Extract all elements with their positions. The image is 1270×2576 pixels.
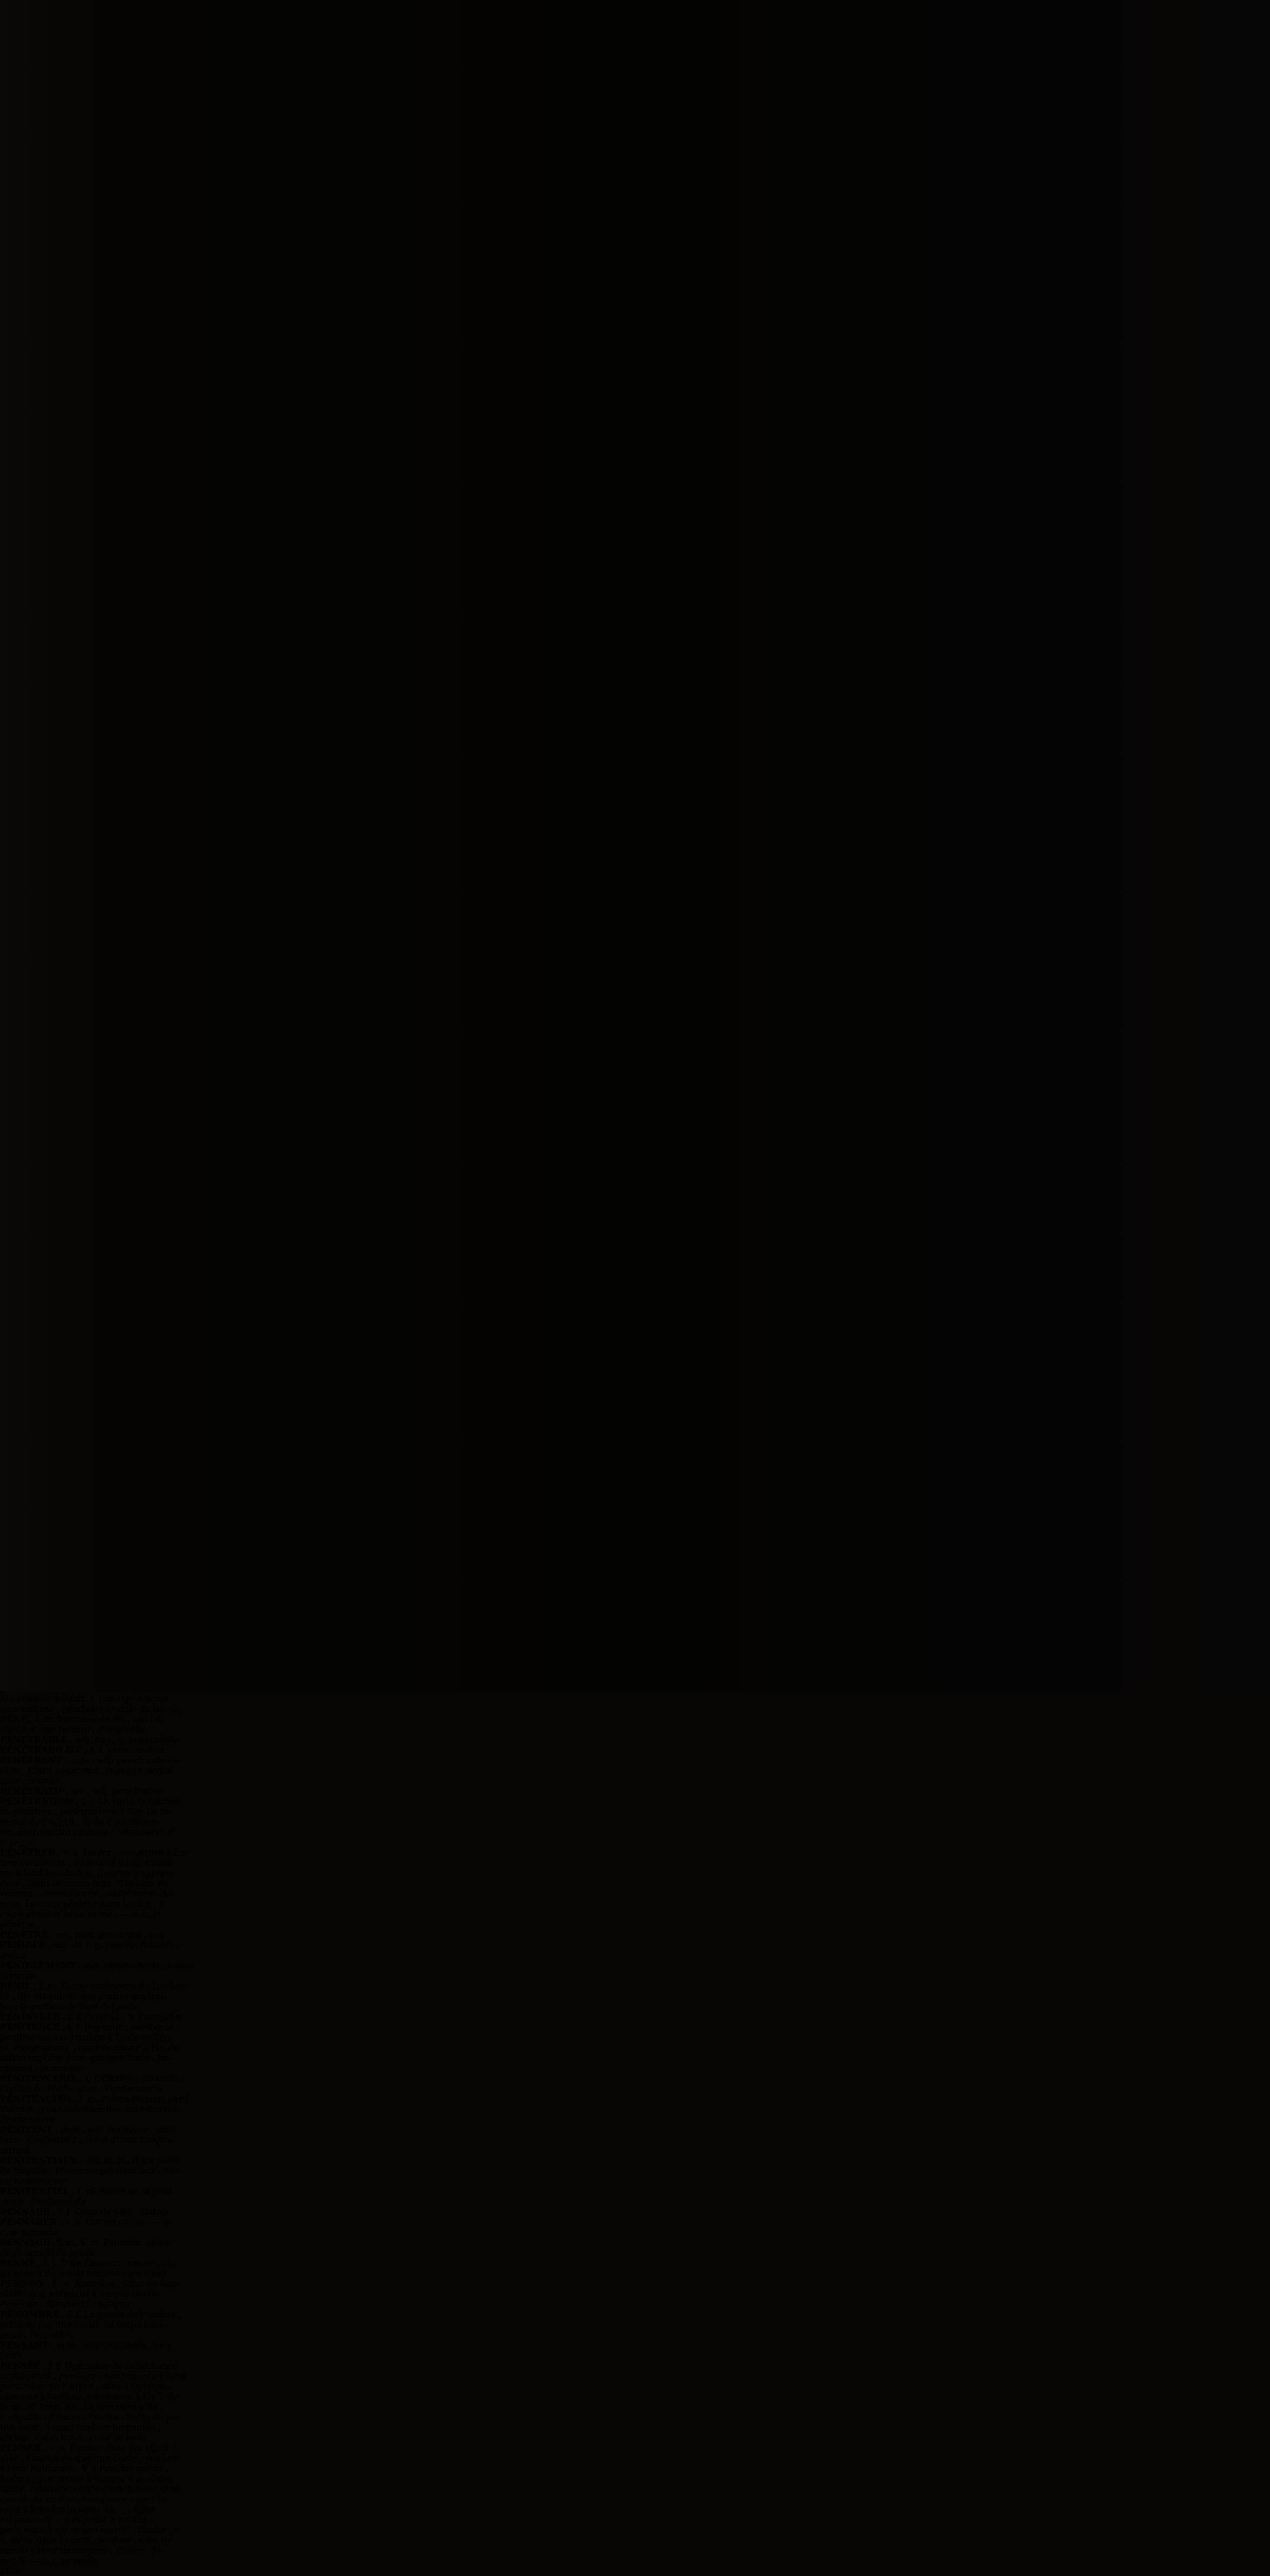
entry-line: PÉNINSULE , f. f. Penífola . V. Prefqu'île bbox=[0, 2012, 181, 2022]
entry-line: PÉNIBLÉMENT , adv. penofamente; fatico- bbox=[0, 1960, 194, 1970]
continuation-line: ou à refforts , péndulo ; oriuolo da távola bbox=[0, 1704, 180, 1714]
continuation-line: poco mancò ch' io non moriffi . Penfer , v. bbox=[0, 2525, 181, 2535]
entry-line: PÊNE , f. m. Morceau de fer , qui fait bbox=[0, 1714, 165, 1724]
continuation-line: l' efquiffe , fchizzo . Penfée . Sorte de pe- bbox=[0, 2412, 180, 2422]
book-fore-edge bbox=[3, 0, 12, 1691]
entry-line: PENNE , f. f. T. de Fauconn. penne , che bbox=[0, 2258, 178, 2268]
entry-line: PENNADE , f. f. Coup de pied . Calcio bbox=[0, 2207, 168, 2217]
continuation-line: badare ; por mente § Songer à quelque bbox=[0, 2473, 171, 2484]
continuation-line: neut. Le coup pénètre dans la chir , il bbox=[0, 1899, 165, 1909]
continuation-line: dere . Dans le même fens . Toucher vi- bbox=[0, 1878, 168, 1888]
continuation-line: ful punto di ... j' ai penfé à moutir , bbox=[0, 2514, 153, 2525]
continuation-line: particulier de l' efprit , idea § Opinion , bbox=[0, 2381, 171, 2391]
entry-line: PÉNITENCIER , f. m. Prêtre commis par l' bbox=[0, 2094, 191, 2104]
continuation-line: tens . Confratello , che è d' una Confra- bbox=[0, 2135, 173, 2145]
entry-line: PÉNÉTRER , v. a. Percer , penetrare § En- bbox=[0, 1847, 188, 1858]
continuation-line: cuto , Efprit pénétrant , ingegno perfpi- bbox=[0, 1765, 174, 1775]
entry-line: PÉNÉTRÉ , ée , part. penetrato , &c. bbox=[0, 1929, 165, 1940]
entry-line: PÉNITENT , ente , adj. Penitente . Péni- bbox=[0, 2124, 179, 2135]
continuation-line: neux . Penombra bbox=[0, 2330, 74, 2340]
continuation-line: ré , qui eft autour des parties naturel- bbox=[0, 1991, 166, 2001]
continuation-line: partie d' une ferrure , ftanghetta bbox=[0, 1724, 144, 1734]
continuation-line: g'i uccelli da preda mútano ogni anno bbox=[0, 2268, 166, 2278]
continuation-line: fante bbox=[0, 2350, 23, 2360]
continuation-line: certain violet brun , color di viola bbox=[0, 2432, 147, 2443]
entry-line: PENSÉE , f. f. Opération de la fubftance bbox=[0, 2360, 178, 2371]
continuation-line: nition impofée pour quelque faute , pe- bbox=[0, 2053, 172, 2063]
continuation-line: arduo bbox=[0, 1950, 26, 1960]
entry-line: PÉNÉTRABLE , adj. de t. g. penetrábile bbox=[0, 1734, 179, 1745]
continuation-line: ce , perfpicacità ; acume ; fottigliezza d' bbox=[0, 1827, 176, 1837]
entry-line: PÉNOMBRE , f. f. La partie de l' ombre , bbox=[0, 2309, 182, 2319]
continuation-line: dignité de Pénitencier . Penitenzieria bbox=[0, 2083, 163, 2094]
continuation-line: idée , l'image de quelque chofe , penfare bbox=[0, 2453, 179, 2463]
entry-line: PÉNÉTRANT , ante , adj. penetrante ; a- bbox=[0, 1755, 182, 1765]
continuation-line: les , la parte anteriore del pube bbox=[0, 2001, 139, 2012]
continuation-line: opinione § Deffein , intenzione § En T. de bbox=[0, 2391, 178, 2402]
continuation-line: cace ; pronto bbox=[0, 1775, 58, 1786]
continuation-line: mente § Pour immaginer . Croîre . Ju- bbox=[0, 2545, 164, 2555]
continuation-line: vement , commuóvere ; addolorare . Au bbox=[0, 1888, 174, 1899]
continuation-line: trer bien avant , internarfi § Fig. Conoî- bbox=[0, 1858, 173, 1868]
entry-line: PENNADER , v. n. Dar un calcio . — p. bbox=[0, 2217, 172, 2227]
text-column-3 bbox=[0, 1724, 1270, 2566]
entry-line: PÉNITENCERIE , f. f. Charge , fonction , bbox=[0, 2073, 184, 2083]
continuation-line: famente bbox=[0, 1970, 36, 1981]
continuation-line: ternità bbox=[0, 2145, 30, 2155]
continuation-line: de pénétrer , penetrazione § Fig. La fa- bbox=[0, 1806, 172, 1817]
entry-line: PÉNITENTIAUX , adj. m. pl. Il n'a point bbox=[0, 2155, 179, 2165]
entry-line: PENSANT , ante , adj. Qui penfe , pen- bbox=[0, 2340, 173, 2350]
entry-line: PÉNÉTRABILITÉ , f. f. penetrabilità bbox=[0, 1745, 164, 1755]
catchword: PEN- bbox=[0, 2566, 23, 2576]
continuation-line: mi penitenziale bbox=[0, 2176, 67, 2186]
continuation-line: tite fleur . Viola : couleur de penfée , bbox=[0, 2422, 161, 2432]
continuation-line: lo ; péndolo § Subft. f. Horloge à poids bbox=[0, 1693, 168, 1704]
entry-line: PENSER , v. n. Former dans fon efprit l' bbox=[0, 2443, 177, 2453]
continuation-line: Point. d' Arch. &c. La première idée , bbox=[0, 2402, 164, 2412]
entry-line: PÉNITENTIEL , f. m. Rituel de la péni- bbox=[0, 2186, 174, 2196]
continuation-line: pentimento; contrizione § Toute auftéri- bbox=[0, 2032, 174, 2042]
continuation-line: chofe, riflettere; confiderare § Avoir quel- bbox=[0, 2484, 183, 2494]
continuation-line: pénétre bbox=[0, 1919, 35, 1929]
entry-line: PÉNITENCE , f. f. Repentir , penitenza ; bbox=[0, 2022, 180, 2032]
entry-line: PÉNÉTRATIF , ive , adj. penetrativo bbox=[0, 1786, 163, 1796]
entry-line: PÉNIBLE , adj. de t. g. penofo; faticofo ; bbox=[0, 1940, 180, 1950]
continuation-line: ingegno bbox=[0, 1837, 36, 1847]
continuation-line: colpo pénetra nella carne . — p. c. je bbox=[0, 1909, 161, 1919]
continuation-line: de fingulier. Pfeaumes pénitentiaux . Sal- bbox=[0, 2165, 181, 2176]
continuation-line: nière ou d' étendard à longue queue . bbox=[0, 2289, 165, 2299]
continuation-line: § Pour Raifonner , V. § Prendre garde , bbox=[0, 2463, 168, 2473]
continuation-line: Pennone ; ftendardo ; infegna bbox=[0, 2299, 130, 2309]
continuation-line: ger. V. — p. c. je penfe bbox=[0, 2555, 98, 2566]
continuation-line: té, macerazione ; mortificazione § Fig.Pu- bbox=[0, 2042, 183, 2053]
continuation-line: Evêque , pour abfoudre des cas réfervés . bbox=[0, 2104, 183, 2114]
continuation-line: mira § Être fur le point de . . . Effer bbox=[0, 2504, 155, 2514]
continuation-line: tre à fond les chofes , fcoprire ; appren- bbox=[0, 1868, 175, 1878]
continuation-line: que chofe en vue , imaginare ; aver in bbox=[0, 2494, 166, 2504]
entry-line: PÉNÉTRATION , f. f. La vertu & l'action bbox=[0, 1796, 181, 1806]
continuation-line: intelligence , penfiero ; penfamento § Acte bbox=[0, 2371, 186, 2381]
continuation-line: degli uccelli da preda bbox=[0, 2248, 95, 2258]
continuation-line: nitenza ; punizione bbox=[0, 2063, 84, 2073]
entry-line: PÉNIL , f. m. Partie antérieure de l'os bar- bbox=[0, 1981, 188, 1991]
continuation-line: Penitenziere bbox=[0, 2114, 55, 2124]
entry-line: PENNON , f. m. Autrefois , forte de ban- bbox=[0, 2278, 180, 2289]
continuation-line: eclairée par une partie eu corps lumi- bbox=[0, 2319, 166, 2330]
continuation-line: gacité de l' efprit , & de l' intelligen- bbox=[0, 1817, 160, 1827]
entry-line: PENNAGE , f. m. T. de Fauconn. plume bbox=[0, 2237, 173, 2248]
continuation-line: c. je pennade bbox=[0, 2227, 59, 2237]
continuation-line: tence . Penitenziale bbox=[0, 2196, 86, 2207]
continuation-line: a. Avoir dans l'efprit , penfare , aver in bbox=[0, 2535, 170, 2545]
